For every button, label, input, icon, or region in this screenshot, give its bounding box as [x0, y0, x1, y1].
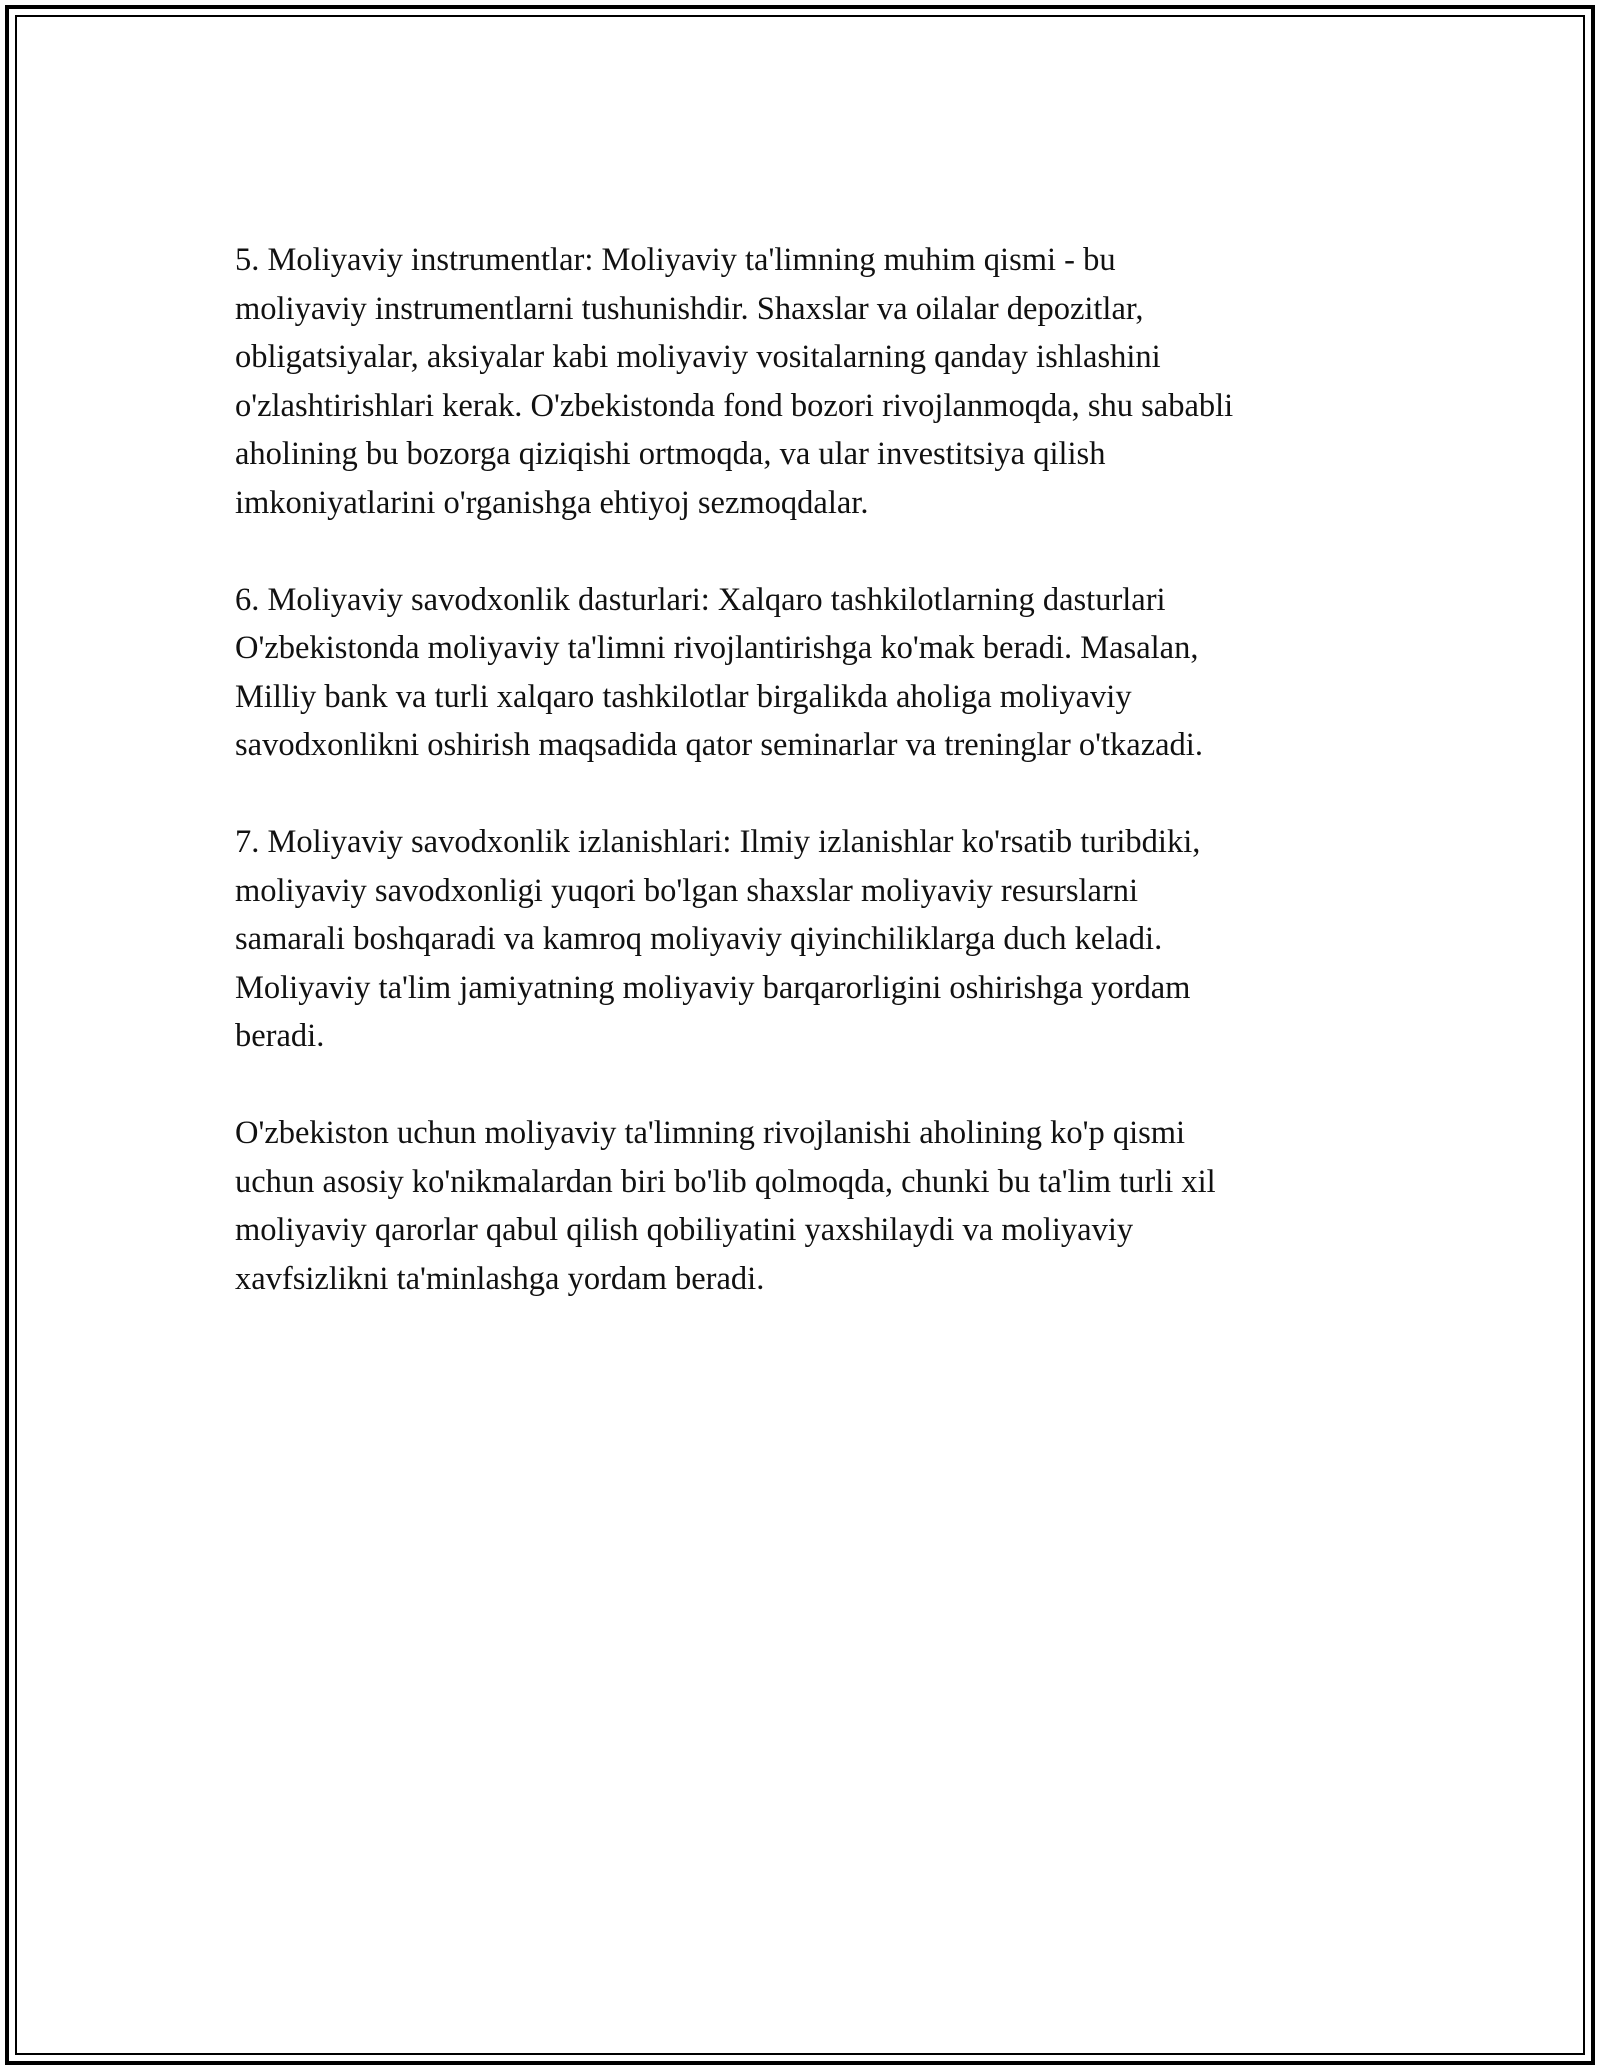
text-line: Milliy bank va turli xalqaro tashkilotlar birgalikda aholiga moliyaviy — [235, 678, 1132, 715]
text-line: moliyaviy savodxonligi yuqori bo'lgan shaxslar moliyaviy resurslarni — [235, 872, 1139, 909]
text-line: savodxonlikni oshirish maqsadida qator seminarlar va treninglar o'tkazadi. — [235, 727, 1203, 763]
text-line: xavfsizlikni ta'minlashga yordam beradi. — [235, 1260, 765, 1297]
text-line: imkoniyatlarini o'rganishga ehtiyoj sezmoqdalar. — [235, 484, 869, 521]
text-line: moliyaviy instrumentlarni tushunishdir. Shaxslar va oilalar depozitlar, — [235, 290, 1144, 327]
document-body — [235, 236, 1375, 1352]
paragraph-literacy-programs — [235, 576, 1375, 770]
text-line: o'zlashtirishlari kerak. O'zbekistonda fond bozori rivojlanmoqda, shu sababli — [235, 387, 1234, 424]
text-line: obligatsiyalar, aksiyalar kabi moliyaviy vositalarning qanday ishlashini — [235, 339, 1161, 375]
text-line: 6. Moliyaviy savodxonlik dasturlari: Xalqaro tashkilotlarning dasturlari — [235, 581, 1166, 618]
text-line: O'zbekiston uchun moliyaviy ta'limning rivojlanishi aholining ko'p qismi — [235, 1115, 1186, 1151]
paragraph-literacy-research — [235, 818, 1375, 1061]
text-line: beradi. — [235, 1018, 325, 1054]
text-line: aholining bu bozorga qiziqishi ortmoqda, va ular investitsiya qilish — [235, 436, 1106, 472]
text-line: 5. Moliyaviy instrumentlar: Moliyaviy ta'limning muhim qismi - bu — [235, 242, 1116, 278]
text-line: moliyaviy qarorlar qabul qilish qobiliyatini yaxshilaydi va moliyaviy — [235, 1212, 1134, 1248]
text-line: uchun asosiy ko'nikmalardan biri bo'lib qolmoqda, chunki bu ta'lim turli xil — [235, 1163, 1216, 1200]
text-line: 7. Moliyaviy savodxonlik izlanishlari: Ilmiy izlanishlar ko'rsatib turibdiki, — [235, 824, 1201, 860]
paragraph-conclusion — [235, 1109, 1375, 1303]
text-line: O'zbekistonda moliyaviy ta'limni rivojlantirishga ko'mak beradi. Masalan, — [235, 630, 1199, 666]
paragraph-financial-instruments — [235, 236, 1375, 527]
text-line: samarali boshqaradi va kamroq moliyaviy qiyinchiliklarga duch keladi. — [235, 921, 1163, 957]
text-line: Moliyaviy ta'lim jamiyatning moliyaviy barqarorligini oshirishga yordam — [235, 969, 1191, 1006]
